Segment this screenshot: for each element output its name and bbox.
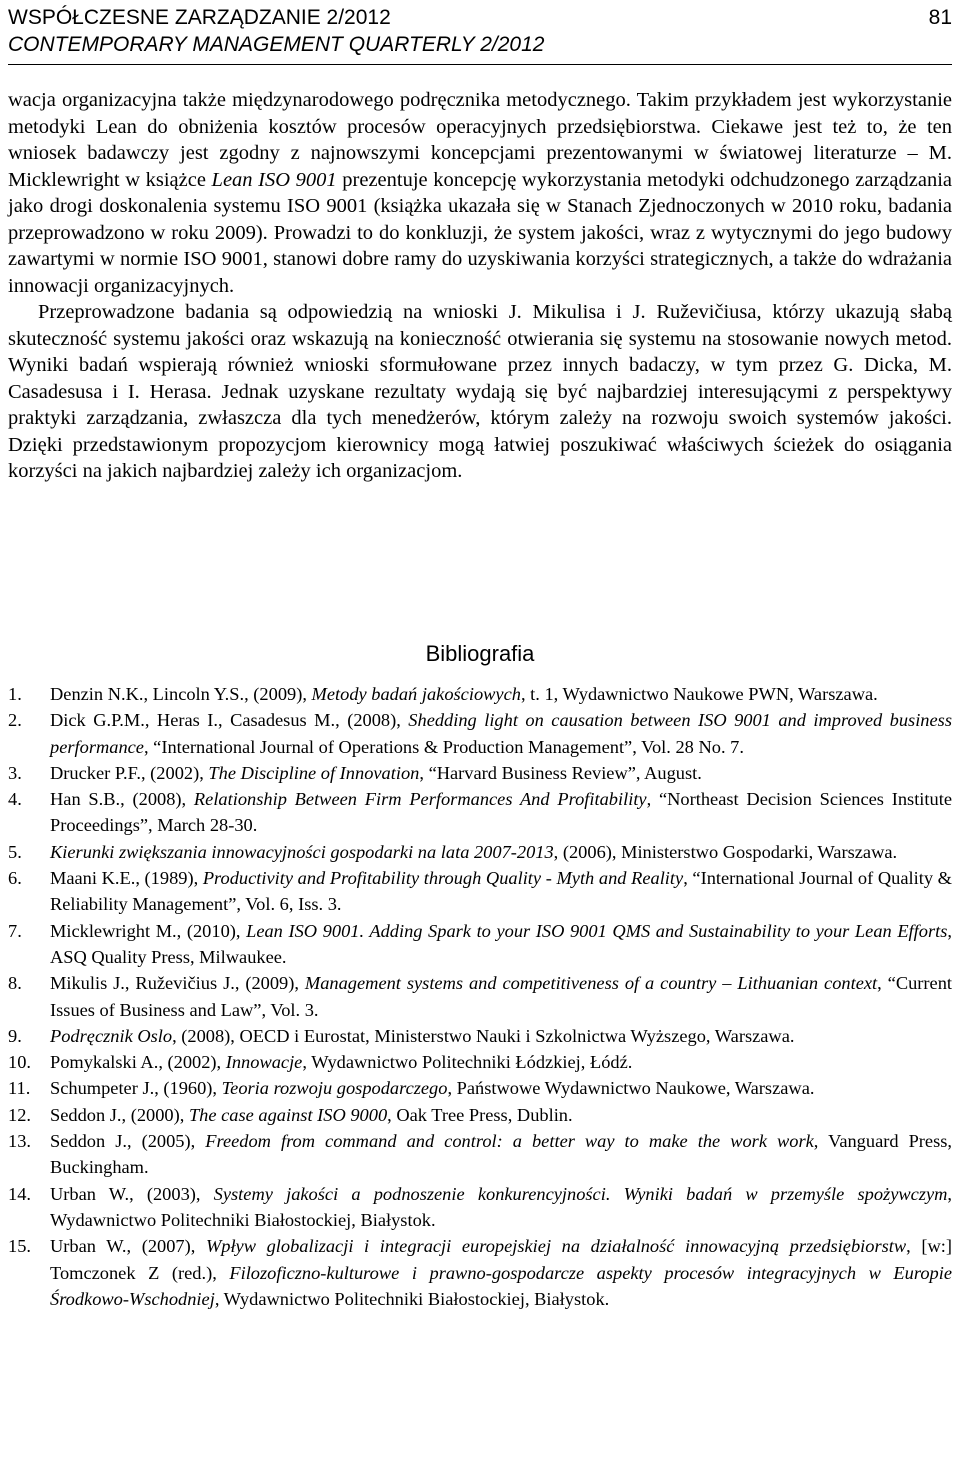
page-number: 81 [928, 6, 952, 29]
bibliography-item-title: Podręcznik Oslo [50, 1025, 173, 1046]
bibliography-item-number: 13. [8, 1131, 31, 1152]
bibliography-item-title: The case against ISO 9000 [188, 1104, 388, 1125]
bibliography-item [8, 1075, 952, 1101]
bibliography-item-title: The Discipline of Innovation [208, 762, 420, 783]
bibliography-item [8, 865, 952, 918]
bibliography-item [8, 707, 952, 760]
bibliography-item [8, 1023, 952, 1049]
bibliography-item-title-2: Filozoficzno-kulturowe i prawno-gospodarcze aspekty procesów integracyjnych w Europie Środkowo-Wschodniej [50, 1262, 952, 1309]
bibliography-item-number: 11. [8, 1078, 31, 1099]
bibliography-item-authors: Mikulis J., Ruževičius J., (2009), [50, 973, 305, 994]
bibliography-item-authors: Urban W., (2007), [50, 1236, 206, 1257]
bibliography-item-details: , “International Journal of Quality & Reliability Management”, Vol. 6, Iss. 3. [50, 868, 952, 915]
bibliography-item [8, 1102, 952, 1128]
paragraph-1 [8, 87, 952, 299]
bibliography-item [8, 760, 952, 786]
paragraph-2: Przeprowadzone badania są odpowiedzią na wnioski J. Mikulisa i J. Ruževičiusa, którzy ukazują słabą skuteczność systemu jakości oraz wskazują na konieczność otwierania się systemu na stosowanie nowych metod. Wyniki badań wspierają również wnioski sformułowane przez innych badaczy, w tym przez G. Dicka, M. Casadesusa i I. Herasa. Jednak uzyskane rezultaty wydają się być najbardziej interesującymi z perspektywy praktyki zarządzania, zwłaszcza dla tych menedżerów, którym zależy na rozwoju swoich systemów jakości. Dzięki przedstawionym propozycjom kierownicy mogą łatwiej poszukiwać właściwych ścieżek do osiągania korzyści na jakich najbardziej zależy ich organizacjom. [8, 301, 952, 482]
bibliography-item-title: Teoria rozwoju gospodarczego [221, 1078, 448, 1099]
bibliography-item [8, 1128, 952, 1181]
bibliography-item-number: 12. [8, 1104, 31, 1125]
header-divider [8, 64, 952, 65]
paragraph-1-text-b: prezentuje koncepcję wykorzystania metodyki odchudzonego zarządzania jako drogi doskonalenia systemu ISO 9001 (książka ukazała się w Stanach Zjednoczonych w 2010 roku, badania przeprowadzono w roku 2009). Prowadzi to do konkluzji, że system jakości, wraz z wytycznymi do jego budowy zawartymi w normie ISO 9001, stanowi dobre ramy do uzyskiwania korzyści strategicznych, a także do wdrażania innowacji organizacyjnych. [8, 168, 953, 297]
bibliography-item-number: 9. [8, 1025, 22, 1046]
journal-title-polish: WSPÓŁCZESNE ZARZĄDZANIE 2/2012 [8, 6, 391, 29]
bibliography-item-authors: Seddon J., (2005), [50, 1131, 206, 1152]
bibliography-item-number: 8. [8, 973, 22, 994]
bibliography-item [8, 1233, 952, 1312]
bibliography-item-title: Metody badań jakościowych [311, 684, 521, 704]
bibliography-item-title: Shedding light on causation between ISO 9001 and improved business performance [50, 710, 952, 757]
bibliography-item [8, 1181, 952, 1234]
bibliography-list [8, 681, 952, 1312]
bibliography-item-title: Productivity and Profitability through Quality - Myth and Reality [202, 868, 684, 889]
bibliography-item-number: 1. [8, 684, 22, 704]
bibliography-item [8, 839, 952, 865]
bibliography-item-number: 7. [8, 920, 22, 941]
bibliography-item-details: , ASQ Quality Press, Milwaukee. [50, 920, 952, 967]
bibliography-item [8, 918, 952, 971]
bibliography-item [8, 970, 952, 1023]
bibliography-item-title: Relationship Between Firm Performances And Profitability [193, 789, 647, 810]
bibliography-item-details: , “International Journal of Operations & Production Management”, Vol. 28 No. 7. [143, 736, 744, 757]
bibliography-item-details: , Państwowe Wydawnictwo Naukowe, Warszawa. [447, 1078, 815, 1099]
bibliography-item-authors: Dick G.P.M., Heras I., Casadesus M., (2008), [50, 710, 409, 731]
bibliography-item-title: Management systems and competitiveness of a country – Lithuanian context [304, 973, 878, 994]
bibliography-item-details: , t. 1, Wydawnictwo Naukowe PWN, Warszawa. [520, 684, 878, 704]
bibliography-item-number: 3. [8, 762, 22, 783]
bibliography-item-details: , “Harvard Business Review”, August. [419, 762, 702, 783]
bibliography-item-details: , Vanguard Press, Buckingham. [50, 1131, 953, 1178]
bibliography-item [8, 1049, 952, 1075]
bibliography-item-authors: Micklewright M., (2010), [50, 920, 247, 941]
bibliography-item-title: Lean ISO 9001. Adding Spark to your ISO 9001 QMS and Sustainability to your Lean Efforts [246, 920, 948, 941]
article-body [8, 87, 952, 485]
bibliography-item-number: 10. [8, 1052, 31, 1073]
bibliography-item-details: , “Northeast Decision Sciences Institute Proceedings”, March 28-30. [50, 789, 952, 836]
bibliography-item-details: , Oak Tree Press, Dublin. [387, 1104, 573, 1125]
bibliography-item-number: 5. [8, 841, 22, 862]
journal-title-english: CONTEMPORARY MANAGEMENT QUARTERLY 2/2012 [8, 33, 545, 56]
bibliography-item-authors: Seddon J., (2000), [50, 1104, 189, 1125]
bibliography-item [8, 681, 952, 707]
bibliography-item-number: 15. [8, 1236, 31, 1257]
bibliography-item-details: , (2008), OECD i Eurostat, Ministerstwo Nauki i Szkolnictwa Wyższego, Warszawa. [172, 1025, 795, 1046]
bibliography-item-title: Systemy jakości a podnoszenie konkurencyjności. Wyniki badań w przemyśle spożywczym [213, 1183, 948, 1204]
bibliography-item-authors: Pomykalski A., (2002), [50, 1052, 226, 1073]
bibliography-heading: Bibliografia [425, 641, 535, 666]
bibliography-item-title: Kierunki zwiększania innowacyjności gospodarki na lata 2007-2013 [50, 841, 554, 862]
bibliography-item-details: , Wydawnictwo Politechniki Białostockiej, Białystok. [50, 1183, 952, 1230]
bibliography-item-authors: Schumpeter J., (1960), [50, 1078, 222, 1099]
paragraph-1-text-a: wacja organizacyjna także międzynarodowego podręcznika metodycznego. Takim przykładem jest wykorzystanie metodyki Lean do obniżenia kosztów procesów operacyjnych przedsiębiorstwa. Ciekawe jest też to, że ten wniosek badawczy jest zgodny z najnowszymi koncepcjami prezentowanymi w światowej literaturze – M. Micklewright w książce [8, 89, 952, 191]
running-header [8, 4, 952, 58]
paragraph-1-book-title: Lean ISO 9001 [211, 168, 337, 191]
bibliography-item-authors: Denzin N.K., Lincoln Y.S., (2009), [50, 684, 312, 704]
bibliography-item-authors: Maani K.E., (1989), [50, 868, 203, 889]
bibliography-item-number: 4. [8, 789, 22, 810]
bibliography-item-title: Freedom from command and control: a better way to make the work work [205, 1131, 814, 1152]
bibliography-item-authors: Han S.B., (2008), [50, 789, 194, 810]
bibliography-item-details: , Wydawnictwo Politechniki Łódzkiej, Łódź. [302, 1052, 633, 1073]
bibliography-item-authors: Drucker P.F., (2002), [50, 762, 209, 783]
bibliography-item-title: Innowacje [225, 1052, 303, 1073]
bibliography-item-title: Wpływ globalizacji i integracji europejskiej na działalność innowacyjną przedsiębiorstw [205, 1236, 907, 1257]
bibliography-item-number: 14. [8, 1183, 31, 1204]
bibliography-item-authors: Urban W., (2003), [50, 1183, 214, 1204]
bibliography-item-details: , (2006), Ministerstwo Gospodarki, Warszawa. [553, 841, 898, 862]
bibliography-item-number: 6. [8, 868, 22, 889]
bibliography-item [8, 786, 952, 839]
bibliography-item-details: , “Current Issues of Business and Law”, Vol. 3. [50, 973, 953, 1020]
bibliography-item-details: , [w:] Tomczonek Z (red.), [50, 1236, 952, 1283]
bibliography-item-details-2: , Wydawnictwo Politechniki Białostockiej, Białystok. [214, 1288, 610, 1309]
bibliography-item-number: 2. [8, 710, 22, 731]
